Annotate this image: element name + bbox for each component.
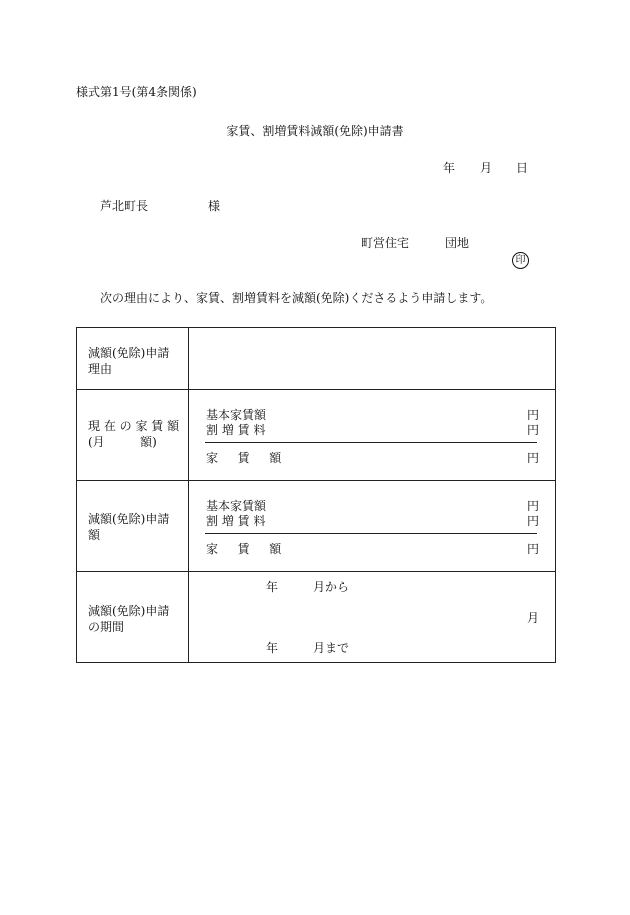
seal-mark: 印 (512, 252, 529, 269)
application-table (76, 327, 556, 663)
requested-sum-divider (205, 533, 537, 534)
intro-text: 次の理由により、家賃、割増賃料を減額(免除)くださるよう申請します。 (100, 291, 493, 305)
period-months-unit: 月 (527, 611, 540, 625)
row-divider (77, 389, 555, 390)
requested-base-rent-label: 基本家賃額 (206, 499, 267, 513)
current-sum-divider (205, 442, 537, 443)
date-month-label: 月 (480, 161, 493, 175)
current-rent-total-label: 家 賃 額 (206, 451, 282, 465)
requested-surcharge-label: 割 増 賃 料 (206, 514, 266, 528)
current-rent-total-unit: 円 (527, 451, 540, 465)
period-to-month: 月まで (313, 641, 350, 655)
period-label: 減額(免除)申請 の期間 (88, 604, 170, 634)
reason-field[interactable] (189, 329, 554, 389)
current-base-rent-unit: 円 (527, 408, 540, 422)
requested-surcharge-unit: 円 (527, 514, 540, 528)
date-year-label: 年 (443, 161, 456, 175)
addressee-honorific: 様 (208, 199, 221, 213)
requested-amount-label: 減額(免除)申請 額 (88, 512, 170, 542)
current-rent-label: 現 在 の 家 賃 額 (月 額) (88, 419, 180, 449)
current-base-rent-label: 基本家賃額 (206, 408, 267, 422)
reason-label: 減額(免除)申請 理由 (88, 346, 170, 376)
addressee-name: 芦北町長 (100, 199, 149, 213)
current-surcharge-unit: 円 (527, 423, 540, 437)
date-day-label: 日 (516, 161, 529, 175)
form-number: 様式第1号(第4条関係) (76, 85, 197, 99)
requested-rent-total-unit: 円 (527, 542, 540, 556)
row-divider (77, 480, 555, 481)
estate-label: 団地 (445, 236, 470, 250)
requested-base-rent-unit: 円 (527, 499, 540, 513)
current-surcharge-label: 割 増 賃 料 (206, 423, 266, 437)
housing-label: 町営住宅 (361, 236, 410, 250)
period-from-year: 年 (266, 580, 279, 594)
period-from-month: 月から (313, 580, 350, 594)
document-title: 家賃、割増賃料減額(免除)申請書 (226, 124, 404, 138)
row-divider (77, 571, 555, 572)
period-to-year: 年 (266, 641, 279, 655)
requested-rent-total-label: 家 賃 額 (206, 542, 282, 556)
